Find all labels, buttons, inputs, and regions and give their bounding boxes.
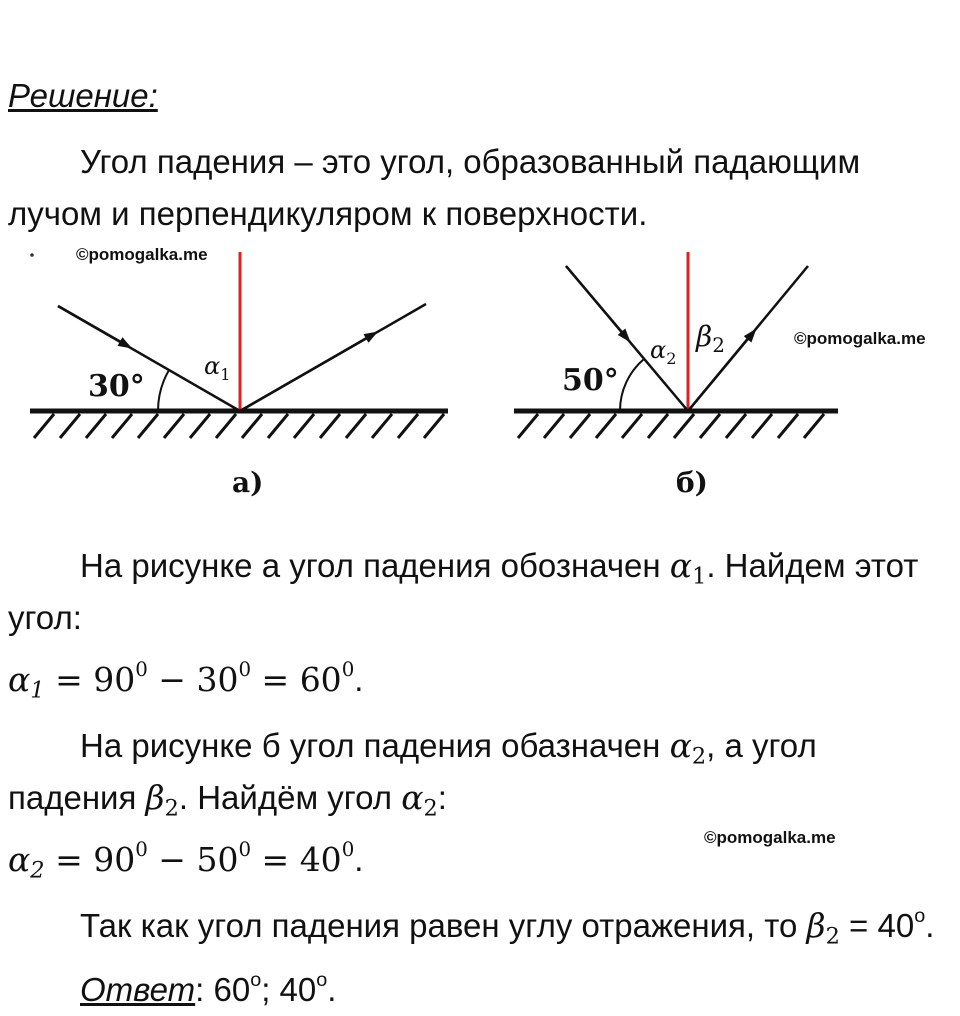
definition-line-1: Угол падения – это угол, образованный падающим: [80, 143, 861, 180]
watermark-top: ©pomogalka.me: [76, 245, 208, 264]
incident-arrow-a: [58, 306, 126, 345]
alpha2-symbol: $\alpha_2$: [669, 726, 707, 770]
equation-2: $\alpha_2 = 90^0 - 50^0 = 40^0$.: [8, 838, 364, 884]
alpha2-label: $\alpha_2$: [650, 336, 677, 368]
para-b-line-2: падения $\beta_2$. Найдём угол $\alpha_2$:: [8, 778, 447, 822]
beta2-symbol: $\beta_2$: [145, 778, 179, 822]
reflection-figure: [0, 240, 960, 510]
beta2-symbol-2: $\beta_2$: [806, 906, 840, 950]
alpha1-symbol: $\alpha_1$: [669, 546, 707, 590]
beta2-label: $\beta_2$: [696, 320, 725, 357]
alpha1-label: $\alpha_1$: [204, 352, 231, 384]
conclusion-line: Так как угол падения равен углу отражения, то $\beta_2 = 40^o$.: [80, 905, 935, 950]
answer-label: Ответ: [80, 971, 196, 1008]
para-b-line-1: На рисунке б угол падения обазначен $\alpha_2$, а угол: [80, 726, 817, 770]
para-a-line-2: угол:: [8, 599, 82, 636]
figure-b: [514, 252, 926, 499]
angle-arc-a: [158, 370, 169, 411]
angle-label-a: 30°: [88, 369, 145, 404]
surface-hatching-b: [518, 414, 824, 438]
figure-a: [30, 245, 448, 499]
watermark-bottom: ©pomogalka.me: [704, 828, 836, 847]
surface-hatching-a: [34, 414, 444, 438]
para-a-text: На рисунке а угол падения обозначен: [80, 547, 670, 584]
equation-1: $\alpha_1 = 90^0 - 30^0 = 60^0$.: [8, 658, 364, 704]
incident-arrow-b: [566, 266, 626, 337]
para-a-text-after: . Найдем этот: [706, 547, 919, 584]
caption-a: а): [232, 466, 264, 499]
caption-b: б): [676, 466, 708, 499]
stray-dot: [30, 253, 34, 257]
para-a-line-1: [80, 546, 919, 590]
angle-arc-b: [620, 359, 644, 411]
answer-line: Ответ: 60$^o$; 40$^o$.: [80, 969, 337, 1008]
solution-heading: Решение:: [8, 77, 158, 114]
angle-label-b: 50°: [562, 363, 619, 398]
watermark-right: ©pomogalka.me: [794, 329, 926, 348]
definition-line-2: лучом и перпендикуляром к поверхности.: [8, 195, 648, 232]
reflected-arrow-a: [240, 335, 372, 411]
alpha2-symbol-2: $\alpha_2$: [401, 778, 438, 822]
